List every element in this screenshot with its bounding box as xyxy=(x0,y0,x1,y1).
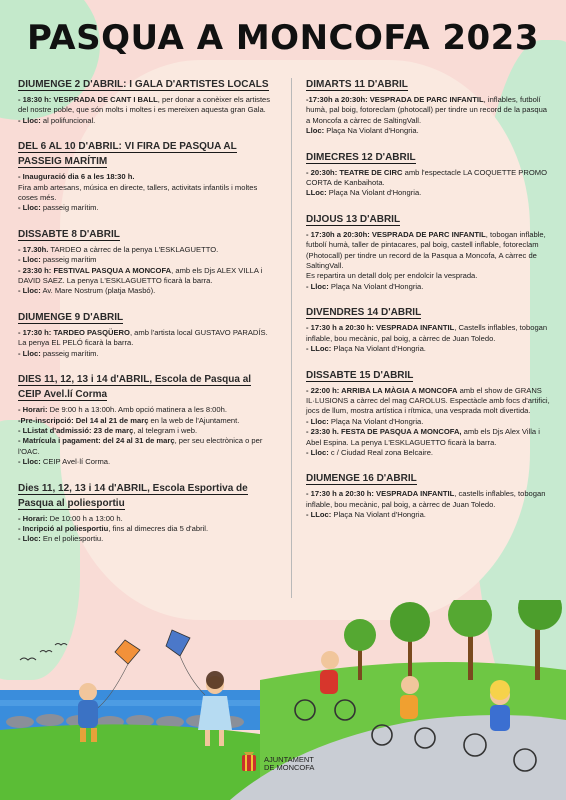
event-line xyxy=(18,534,274,544)
event-line xyxy=(18,183,274,204)
event-line xyxy=(18,172,274,182)
event-line-text: , amb els Djs ALEX VILLA i DAVID SAEZ. La penya L'ESKLAGUETTO ficarà la barra. xyxy=(18,265,263,286)
event-line-text: De 9:00 h a 13:00h. Amb opció matinera a les 8:00h. xyxy=(47,405,227,415)
section-heading: DIMARTS 11 D'ABRIL xyxy=(306,79,408,90)
section-heading: DIUMENGE 16 D'ABRIL xyxy=(306,473,417,485)
event-line-bold: -Pre-inscripció: Del 14 al 21 de març xyxy=(18,415,149,425)
left-column xyxy=(18,76,274,557)
event-line-text: , per seu electrònica o per l'OAC. xyxy=(18,436,263,456)
section-heading: DEL 6 AL 10 D'ABRIL: VI FIRA DE PASQUA AL PASSEIG MARÍTIM xyxy=(18,141,237,168)
event-line xyxy=(306,230,552,272)
event-line xyxy=(306,448,552,458)
right-column xyxy=(306,76,552,533)
event-line-text: amb els Djs Alex Villa i Abel Espina. La penya L'ESKLAGUETTO ficarà la barra. xyxy=(306,427,540,447)
section-heading: DIUMENGE 9 D'ABRIL xyxy=(18,311,124,323)
event-line-text: Plaça Na Violant d'Hongria. xyxy=(331,510,426,520)
event-line-bold: - Lloc: xyxy=(18,203,41,213)
event-line-text: Plaça Na Violant d'Hongria. xyxy=(326,188,422,198)
event-section xyxy=(18,480,274,545)
event-line xyxy=(18,524,274,534)
event-line xyxy=(18,349,274,359)
event-line-bold: - Horari: xyxy=(18,405,48,415)
event-line xyxy=(18,245,274,255)
event-line xyxy=(306,510,552,520)
section-heading: DISSABTE 15 D'ABRIL xyxy=(306,369,414,381)
event-line-text: , fins al dimecres dia 5 d'abril. xyxy=(108,523,209,533)
event-line-bold: LLoc: xyxy=(306,188,327,198)
event-line xyxy=(18,436,274,457)
event-line-text: , tobogan inflable, futbolí humà, taller de pintacares, pal boig, castell inflable, fotoreclam (Photocall) per tindre un record de la Pasqua a Moncofa, A càrrec de SaltingVall. xyxy=(306,229,546,271)
event-line-text: c / Ciudad Real zona Belcaire. xyxy=(328,447,434,457)
event-section xyxy=(18,226,274,297)
event-line-text: Av. Mare Nostrum (platja Masbó). xyxy=(40,286,156,296)
event-line xyxy=(306,126,552,136)
event-line-text: En el poliesportiu. xyxy=(40,534,104,544)
section-heading: DIES 11, 12, 13 i 14 d'ABRIL, Escola de Pasqua al CEIP Avel.lí Corma xyxy=(18,374,252,401)
event-line-bold: - LLoc: xyxy=(306,510,332,520)
logo-line-2: DE MONCOFA xyxy=(264,763,315,772)
event-line xyxy=(306,188,552,198)
section-heading: DIJOUS 13 D'ABRIL xyxy=(306,213,401,225)
event-line-text: , per donar a conèixer els artistes del nostre poble, que són molts i moltes i es mereixen aquesta gran Gala. xyxy=(18,95,271,115)
event-line xyxy=(306,168,552,189)
event-line-text: Plaça Na Violant d'Hongria. xyxy=(328,281,424,291)
event-section xyxy=(306,470,552,520)
event-line-bold: - 17:30 h a 20:30 h: VESPRADA INFANTIL xyxy=(306,323,455,333)
event-line-bold: - 17:30 h: TARDEO PASQÜERO xyxy=(18,327,130,337)
event-line-bold: - Inauguració dia 6 a les 18:30 h. xyxy=(18,172,135,182)
event-line xyxy=(306,282,552,292)
event-section xyxy=(306,76,552,137)
event-line-bold: - Lloc: xyxy=(18,286,41,296)
event-line-bold: - 22:00 h: ARRIBA LA MÀGIA A MONCOFA xyxy=(306,385,458,395)
event-line xyxy=(18,405,274,415)
event-line xyxy=(306,344,552,354)
event-line-bold: - LLoc: xyxy=(306,344,332,354)
event-line-text: Plaça Na Violant d'Hongria. xyxy=(324,126,419,136)
event-line-bold: - Horari: xyxy=(18,513,48,523)
section-heading: DISSABTE 8 D'ABRIL xyxy=(18,228,120,240)
event-line-text: en la web de l'Ajuntament. xyxy=(148,415,240,425)
event-line xyxy=(18,286,274,296)
event-line xyxy=(306,427,552,448)
event-line-bold: Lloc: xyxy=(306,126,325,136)
event-line xyxy=(18,203,274,213)
event-section xyxy=(18,138,274,214)
event-line-text: al polifuncional. xyxy=(40,115,96,125)
event-line-bold: - 17:30 h a 20:30 h: VESPRADA INFANTIL xyxy=(306,489,455,499)
event-line-text: passeig marítim. xyxy=(40,203,99,213)
event-line xyxy=(306,95,552,126)
event-line-text: Plaça Na Violant d'Hongria. xyxy=(331,344,426,354)
event-line xyxy=(18,457,274,467)
event-line xyxy=(18,255,274,265)
event-line-bold: - Matrícula i pagament: del 24 al 31 de març xyxy=(18,436,175,446)
event-line xyxy=(18,95,274,116)
event-line-bold: - Incripció al poliesportiu xyxy=(18,523,109,533)
event-line-bold: - Lloc: xyxy=(306,447,329,457)
event-line-text: Fira amb artesans, música en directe, tallers, activitats infantils i moltes coses més. xyxy=(18,182,258,203)
event-line-text: passeig marítim. xyxy=(40,348,99,358)
coat-of-arms-icon xyxy=(240,752,258,776)
event-line xyxy=(18,116,274,126)
section-heading: DIVENDRES 14 D'ABRIL xyxy=(306,307,422,319)
event-line xyxy=(18,328,274,349)
event-line-bold: - Lloc: xyxy=(18,348,41,358)
event-line xyxy=(18,426,274,436)
event-section xyxy=(18,76,274,126)
event-line-bold: - Lloc: xyxy=(306,416,329,426)
logo-line-1: AJUNTAMENT xyxy=(264,754,314,764)
event-line-text: , Castells inflables, tobogan inflable, bou mecànic, pal boig, a càrrec de Juan Toledo. xyxy=(306,323,548,343)
event-section xyxy=(18,309,274,359)
event-line xyxy=(18,514,274,524)
event-line xyxy=(306,271,552,281)
event-line-text: Plaça Na Violant d'Hongria. xyxy=(328,416,424,426)
event-line-bold: - Lloc: xyxy=(306,281,329,291)
event-line-bold: - Lloc: xyxy=(18,115,41,125)
event-line-text: De 10:00 h a 13:00 h. xyxy=(47,513,123,523)
event-line-bold: - 20:30h: TEATRE DE CIRC xyxy=(306,167,403,177)
page-title: PASQUA A MONCOFA 2023 xyxy=(26,18,540,58)
event-line xyxy=(18,266,274,287)
section-heading: DIUMENGE 2 D'ABRIL: I GALA D'ARTISTES LOCALS xyxy=(18,79,269,90)
event-line-text: amb l'espectacle LA COQUETTE PROMO CORTA de Kanbaihota. xyxy=(306,167,547,188)
event-line xyxy=(306,386,552,417)
event-line-text: , amb l'artista local GUSTAVO PARADÍS. La penya EL PELÓ ficarà la barra. xyxy=(18,327,268,348)
event-line-bold: - Lloc: xyxy=(18,534,41,544)
column-divider xyxy=(291,78,292,598)
event-line-bold: -17:30h a 20:30h: VESPRADA DE PARC INFANTIL xyxy=(306,95,484,104)
event-line-bold: - 17.30h. xyxy=(18,244,49,254)
event-line-text: TARDEO a càrrec de la penya L'ESKLAGUETTO. xyxy=(48,244,219,254)
event-line-text: Es repartira un detall dolç per endolcir la vesprada. xyxy=(306,271,478,281)
event-line-text: passeig marítim xyxy=(40,255,97,265)
event-section xyxy=(306,149,552,199)
section-heading: Dies 11, 12, 13 i 14 d'ABRIL, Escola Esportiva de Pasqua al poliesportiu xyxy=(18,482,248,509)
section-heading: DIMECRES 12 D'ABRIL xyxy=(306,151,416,163)
town-hall-logo xyxy=(240,752,314,776)
event-line xyxy=(306,323,552,344)
event-line-bold: - 23:30 h: FESTIVAL PASQUA A MONCOFA xyxy=(18,265,172,275)
event-section xyxy=(306,304,552,354)
event-section xyxy=(18,371,274,467)
event-line-text: , al telegram i web. xyxy=(133,425,198,435)
event-line-bold: - 17:30h a 20:30h: VESPRADA DE PARC INFANTIL xyxy=(306,229,486,239)
event-line-text: amb el show de GRANS IL·LUSIONS a càrrec del mag CAROLUS. Espectàcle amb focs d'artifici, jocs de llum, mostra artística i rítmica, una vesprada molt divertida. xyxy=(306,385,550,416)
event-section xyxy=(306,367,552,459)
event-line-bold: - Lloc: xyxy=(18,255,41,265)
birds xyxy=(20,644,67,661)
event-line-bold: - LListat d'admissió: 23 de març xyxy=(18,425,134,435)
event-section xyxy=(306,211,552,292)
event-line xyxy=(18,416,274,426)
event-line-text: , inflables, futbolí humà, pal boig, fotoreclam (photocall) per tindre un record de la pasqua a Moncofa a càrrec de SaltingVall. xyxy=(306,95,548,125)
event-line-bold: - Lloc: xyxy=(18,457,41,467)
event-line xyxy=(306,489,552,510)
event-line-text: , castells inflables, tobogan inflable, bou mecànic, pal boig, a càrrec de Juan Toledo. xyxy=(306,489,546,509)
event-line xyxy=(306,417,552,427)
event-line-bold: - 18:30 h: VESPRADA DE CANT I BALL xyxy=(18,95,158,104)
event-line-bold: - 23:30 h. FESTA DE PASQUA A MONCOFA, xyxy=(306,427,462,437)
event-line-text: CEIP Avel·lí Corma. xyxy=(40,457,111,467)
